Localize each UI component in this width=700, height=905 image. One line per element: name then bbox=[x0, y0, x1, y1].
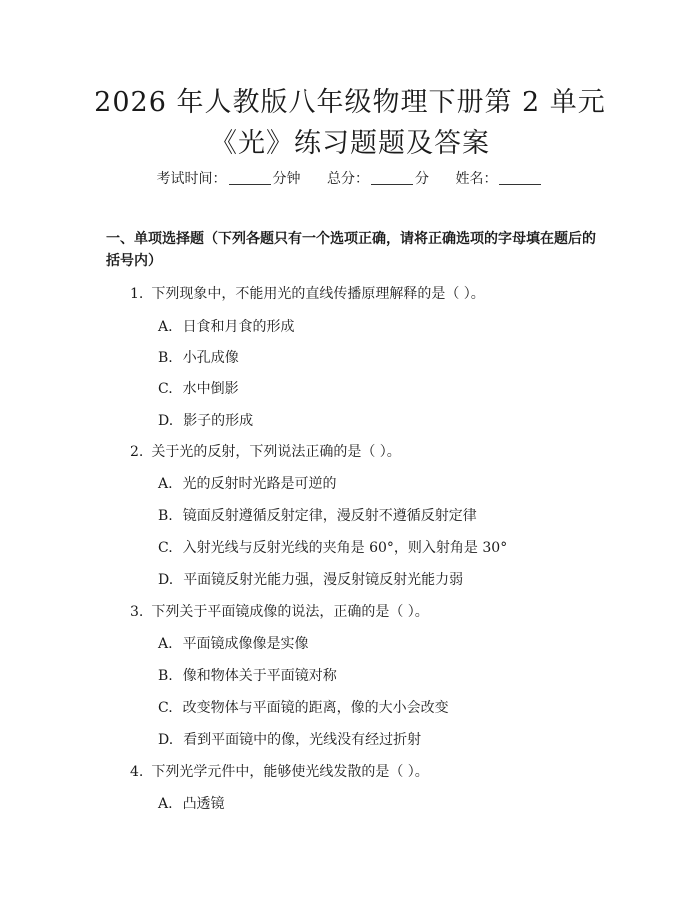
option-1b bbox=[158, 347, 239, 367]
score-blank bbox=[371, 170, 413, 185]
option-text: 镜面反射遵循反射定律，漫反射不遵循反射定律 bbox=[182, 508, 477, 524]
name-label: 姓名： bbox=[455, 171, 498, 187]
question-3 bbox=[130, 601, 429, 621]
option-text: 影子的形成 bbox=[183, 413, 254, 429]
question-1 bbox=[130, 283, 485, 303]
option-letter: B. bbox=[158, 668, 173, 684]
option-1c bbox=[158, 378, 239, 398]
question-2 bbox=[130, 441, 401, 461]
option-text: 入射光线与反射光线的夹角是 60°，则入射角是 30° bbox=[182, 540, 508, 556]
option-letter: C. bbox=[158, 700, 173, 716]
option-letter: A. bbox=[158, 636, 173, 652]
exam-time bbox=[157, 168, 301, 188]
option-letter: A. bbox=[158, 796, 173, 812]
question-text: 下列光学元件中，能够使光线发散的是（ ）。 bbox=[151, 764, 429, 780]
option-text: 看到平面镜中的像，光线没有经过折射 bbox=[183, 732, 422, 748]
option-2c bbox=[158, 537, 507, 557]
option-1d bbox=[158, 410, 253, 430]
option-text: 改变物体与平面镜的距离，像的大小会改变 bbox=[182, 700, 449, 716]
option-letter: B. bbox=[158, 350, 173, 366]
option-text: 平面镜成像像是实像 bbox=[182, 636, 309, 652]
option-3c bbox=[158, 697, 449, 717]
option-letter: D. bbox=[158, 572, 174, 588]
option-letter: D. bbox=[158, 732, 174, 748]
option-3a bbox=[158, 633, 309, 653]
question-text: 关于光的反射，下列说法正确的是（ ）。 bbox=[151, 444, 401, 460]
option-letter: A. bbox=[158, 476, 173, 492]
title-line-1: 2026 年人教版八年级物理下册第 2 单元 bbox=[94, 87, 606, 118]
option-letter: A. bbox=[158, 319, 173, 335]
option-text: 光的反射时光路是可逆的 bbox=[182, 476, 337, 492]
question-4 bbox=[130, 761, 429, 781]
option-letter: D. bbox=[158, 413, 174, 429]
option-letter: C. bbox=[158, 381, 173, 397]
option-3b bbox=[158, 665, 337, 685]
student-name bbox=[455, 168, 543, 188]
time-blank bbox=[229, 170, 271, 185]
option-text: 小孔成像 bbox=[182, 350, 239, 366]
name-blank bbox=[499, 170, 541, 185]
option-2b bbox=[158, 505, 477, 525]
question-number: 2. bbox=[130, 444, 144, 460]
time-unit: 分钟 bbox=[272, 171, 301, 187]
option-3d bbox=[158, 729, 421, 749]
section-heading: 一、单项选择题（下列各题只有一个选项正确，请将正确选项的字母填在题后的括号内） bbox=[106, 231, 596, 269]
exam-info bbox=[0, 168, 700, 188]
score-label: 总分： bbox=[327, 171, 369, 187]
option-text: 日食和月食的形成 bbox=[182, 319, 295, 335]
option-1a bbox=[158, 316, 295, 336]
option-letter: C. bbox=[158, 540, 173, 556]
option-text: 凸透镜 bbox=[182, 796, 225, 812]
question-number: 1. bbox=[130, 286, 144, 302]
option-text: 平面镜反射光能力强，漫反射镜反射光能力弱 bbox=[183, 572, 464, 588]
option-text: 水中倒影 bbox=[182, 381, 239, 397]
option-text: 像和物体关于平面镜对称 bbox=[182, 668, 337, 684]
question-text: 下列关于平面镜成像的说法，正确的是（ ）。 bbox=[151, 604, 429, 620]
score-unit: 分 bbox=[415, 171, 429, 187]
question-text: 下列现象中，不能用光的直线传播原理解释的是（ ）。 bbox=[151, 286, 485, 302]
time-label: 考试时间： bbox=[156, 171, 227, 187]
option-4a bbox=[158, 793, 225, 813]
question-number: 4. bbox=[130, 764, 144, 780]
title-line-2: 《光》练习题题及答案 bbox=[210, 128, 490, 159]
total-score bbox=[327, 168, 429, 188]
option-2d bbox=[158, 569, 463, 589]
question-number: 3. bbox=[130, 604, 144, 620]
option-2a bbox=[158, 473, 337, 493]
option-letter: B. bbox=[158, 508, 173, 524]
